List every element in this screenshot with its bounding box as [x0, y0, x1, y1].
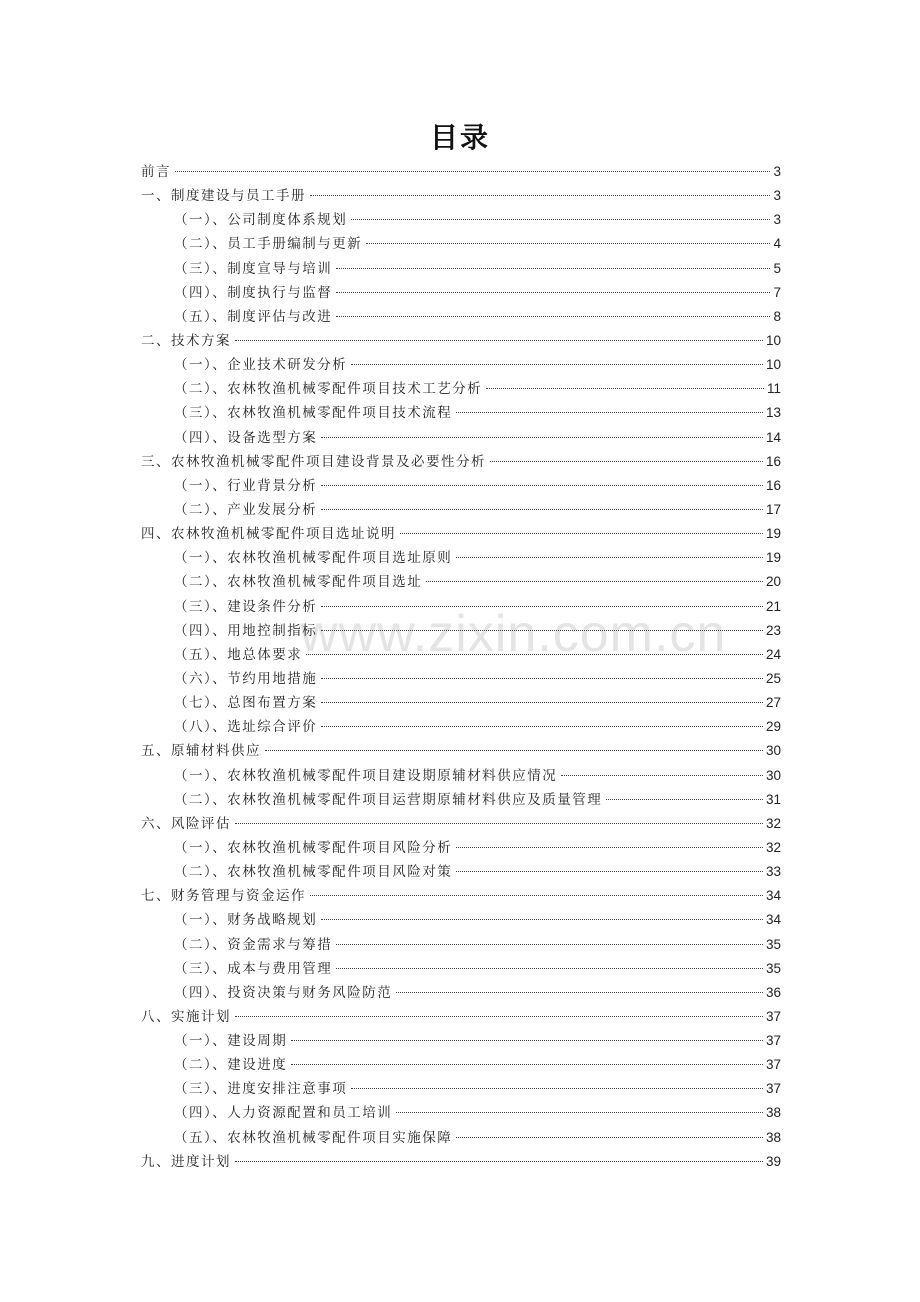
toc-entry[interactable]	[141, 450, 781, 474]
toc-entry-label: 二、技术方案	[141, 332, 231, 349]
dot-leader	[351, 1088, 763, 1089]
toc-page-number: 31	[765, 791, 781, 807]
toc-page-number: 7	[773, 284, 781, 300]
toc-page-number: 5	[773, 260, 781, 276]
toc-page-number: 34	[765, 888, 781, 904]
dot-leader	[321, 437, 763, 438]
toc-subentry[interactable]	[141, 353, 781, 377]
toc-entry-label: 五、原辅材料供应	[141, 743, 261, 760]
toc-page-number: 39	[765, 1153, 781, 1169]
toc-subentry[interactable]	[141, 788, 781, 812]
dot-leader	[306, 654, 763, 655]
toc-subentry[interactable]	[141, 281, 781, 305]
dot-leader	[426, 581, 763, 582]
toc-subentry[interactable]	[141, 426, 781, 450]
dot-leader	[456, 1137, 763, 1138]
toc-subentry[interactable]	[141, 208, 781, 232]
toc-entry-label: （二）、产业发展分析	[174, 501, 318, 518]
dot-leader	[351, 219, 770, 220]
toc-page-number: 13	[765, 405, 781, 421]
toc-page-number: 36	[765, 984, 781, 1000]
dot-leader	[265, 750, 763, 751]
toc-entry-label: （三）、制度宣导与培训	[174, 260, 333, 277]
toc-page-number: 38	[765, 1105, 781, 1121]
toc-entry-label: （二）、农林牧渔机械零配件项目运营期原辅材料供应及质量管理	[174, 791, 603, 808]
toc-entry-label: （四）、人力资源配置和员工培训	[174, 1105, 393, 1122]
toc-entry-label: （三）、农林牧渔机械零配件项目技术流程	[174, 405, 453, 422]
toc-subentry[interactable]	[141, 957, 781, 981]
toc-subentry[interactable]	[141, 836, 781, 860]
toc-entry-label: 四、农林牧渔机械零配件项目选址说明	[141, 526, 396, 543]
toc-subentry[interactable]	[141, 377, 781, 401]
toc-page-number: 32	[765, 839, 781, 855]
toc-page-number: 24	[765, 646, 781, 662]
toc-subentry[interactable]	[141, 401, 781, 425]
toc-entry-label: （三）、成本与费用管理	[174, 960, 333, 977]
toc-subentry[interactable]	[141, 1126, 781, 1150]
toc-page-number: 21	[765, 598, 781, 614]
toc-subentry[interactable]	[141, 1077, 781, 1101]
toc-page-number: 32	[765, 815, 781, 831]
dot-leader	[310, 195, 770, 196]
toc-page-number: 38	[765, 1129, 781, 1145]
toc-entry[interactable]	[141, 1150, 781, 1174]
toc-subentry[interactable]	[141, 643, 781, 667]
toc-entry-label: （一）、企业技术研发分析	[174, 357, 348, 374]
table-of-contents	[141, 160, 781, 1174]
toc-page-number: 30	[765, 743, 781, 759]
toc-entry-label: （七）、总图布置方案	[174, 695, 318, 712]
toc-subentry[interactable]	[141, 546, 781, 570]
toc-entry-label: （五）、农林牧渔机械零配件项目实施保障	[174, 1129, 453, 1146]
toc-entry[interactable]	[141, 739, 781, 763]
dot-leader	[310, 895, 763, 896]
toc-subentry[interactable]	[141, 595, 781, 619]
toc-page-number: 25	[765, 670, 781, 686]
dot-leader	[321, 919, 763, 920]
toc-page-number: 10	[765, 357, 781, 373]
toc-page-number: 34	[765, 912, 781, 928]
toc-subentry[interactable]	[141, 981, 781, 1005]
toc-page-number: 14	[765, 429, 781, 445]
toc-entry-label: （四）、设备选型方案	[174, 429, 318, 446]
dot-leader	[235, 340, 763, 341]
dot-leader	[321, 485, 763, 486]
toc-page-number: 35	[765, 936, 781, 952]
toc-subentry[interactable]	[141, 474, 781, 498]
toc-page-number: 3	[773, 212, 781, 228]
dot-leader	[321, 726, 763, 727]
toc-page-number: 19	[765, 550, 781, 566]
dot-leader	[235, 1016, 763, 1017]
dot-leader	[456, 412, 763, 413]
toc-subentry[interactable]	[141, 860, 781, 884]
dot-leader	[336, 944, 763, 945]
toc-entry-label: （二）、建设进度	[174, 1057, 288, 1074]
toc-subentry[interactable]	[141, 570, 781, 594]
dot-leader	[336, 316, 770, 317]
toc-subentry[interactable]	[141, 619, 781, 643]
toc-subentry[interactable]	[141, 908, 781, 932]
toc-page-number: 37	[765, 1033, 781, 1049]
dot-leader	[606, 799, 763, 800]
toc-page-number: 19	[765, 526, 781, 542]
dot-leader	[291, 1040, 763, 1041]
toc-page-number: 29	[765, 719, 781, 735]
toc-subentry[interactable]	[141, 933, 781, 957]
toc-entry-label: （一）、财务战略规划	[174, 912, 318, 929]
toc-page-number: 30	[765, 767, 781, 783]
dot-leader	[561, 775, 763, 776]
dot-leader	[291, 1064, 763, 1065]
dot-leader	[235, 1161, 763, 1162]
toc-entry-label: 七、财务管理与资金运作	[141, 888, 306, 905]
toc-page-number: 35	[765, 960, 781, 976]
toc-entry-label: 前言	[141, 164, 171, 180]
toc-page-number: 3	[773, 164, 781, 179]
dot-leader	[321, 702, 763, 703]
dot-leader	[456, 871, 763, 872]
dot-leader	[321, 606, 763, 607]
toc-subentry[interactable]	[141, 232, 781, 256]
toc-entry[interactable]	[141, 884, 781, 908]
toc-entry-label: （一）、农林牧渔机械零配件项目建设期原辅材料供应情况	[174, 767, 558, 784]
toc-entry-label: （五）、制度评估与改进	[174, 308, 333, 325]
toc-entry-label: （一）、建设周期	[174, 1033, 288, 1050]
dot-leader	[351, 364, 763, 365]
toc-subentry[interactable]	[141, 1053, 781, 1077]
toc-entry-label: （一）、农林牧渔机械零配件项目风险分析	[174, 839, 453, 856]
page-title: 目录	[429, 121, 490, 154]
toc-entry-label: （二）、资金需求与筹措	[174, 936, 333, 953]
toc-entry[interactable]	[141, 184, 781, 208]
dot-leader	[175, 171, 770, 172]
dot-leader	[336, 292, 770, 293]
toc-entry-label: 九、进度计划	[141, 1153, 231, 1170]
toc-page-number: 37	[765, 1057, 781, 1073]
toc-page-number: 3	[773, 188, 781, 204]
toc-entry-label: 八、实施计划	[141, 1008, 231, 1025]
toc-entry-label: （四）、投资决策与财务风险防范	[174, 984, 393, 1001]
toc-subentry[interactable]	[141, 667, 781, 691]
toc-entry-label: （四）、制度执行与监督	[174, 284, 333, 301]
toc-page-number: 27	[765, 695, 781, 711]
dot-leader	[490, 461, 763, 462]
toc-page-number: 16	[765, 477, 781, 493]
toc-subentry[interactable]	[141, 1101, 781, 1125]
toc-entry-label: 三、农林牧渔机械零配件项目建设背景及必要性分析	[141, 453, 486, 470]
toc-page-number: 20	[765, 574, 781, 590]
toc-page-number: 10	[765, 332, 781, 348]
toc-entry-label: （四）、用地控制指标	[174, 622, 318, 639]
toc-entry-label: 六、风险评估	[141, 815, 231, 832]
dot-leader	[456, 847, 763, 848]
toc-entry-label: （二）、农林牧渔机械零配件项目风险对策	[174, 864, 453, 881]
dot-leader	[321, 678, 763, 679]
toc-entry-label: （三）、进度安排注意事项	[174, 1081, 348, 1098]
toc-subentry[interactable]	[141, 305, 781, 329]
dot-leader	[396, 992, 763, 993]
toc-entry[interactable]	[141, 160, 781, 184]
toc-entry-label: （一）、行业背景分析	[174, 477, 318, 494]
toc-entry-label: （五）、地总体要求	[174, 646, 303, 663]
toc-entry-label: （一）、农林牧渔机械零配件项目选址原则	[174, 550, 453, 567]
toc-subentry[interactable]	[141, 1029, 781, 1053]
toc-entry[interactable]	[141, 522, 781, 546]
toc-page-number: 33	[765, 864, 781, 880]
dot-leader	[321, 509, 763, 510]
toc-page-number: 37	[765, 1081, 781, 1097]
toc-entry[interactable]	[141, 1005, 781, 1029]
dot-leader	[321, 630, 763, 631]
toc-entry-label: （六）、节约用地措施	[174, 670, 318, 687]
toc-entry-label: （一）、公司制度体系规划	[174, 212, 348, 229]
toc-page-number: 8	[773, 308, 781, 324]
toc-subentry[interactable]	[141, 691, 781, 715]
watermark-text: www.zixin.com.cn	[300, 605, 727, 663]
toc-page-number: 17	[765, 501, 781, 517]
toc-page-number: 16	[765, 453, 781, 469]
toc-subentry[interactable]	[141, 764, 781, 788]
toc-entry-label: （二）、农林牧渔机械零配件项目选址	[174, 574, 423, 591]
dot-leader	[336, 968, 763, 969]
toc-page-number: 23	[765, 622, 781, 638]
dot-leader	[456, 557, 763, 558]
dot-leader	[396, 1112, 763, 1113]
toc-entry-label: （八）、选址综合评价	[174, 719, 318, 736]
dot-leader	[486, 388, 764, 389]
toc-page-number: 4	[773, 236, 781, 252]
toc-subentry[interactable]	[141, 715, 781, 739]
toc-page-number: 37	[765, 1008, 781, 1024]
toc-entry-label: 一、制度建设与员工手册	[141, 188, 306, 205]
dot-leader	[235, 823, 763, 824]
toc-subentry[interactable]	[141, 257, 781, 281]
toc-entry-label: （二）、员工手册编制与更新	[174, 236, 363, 253]
dot-leader	[336, 268, 770, 269]
toc-entry[interactable]	[141, 812, 781, 836]
toc-page-number: 11	[766, 381, 781, 397]
toc-entry[interactable]	[141, 329, 781, 353]
toc-subentry[interactable]	[141, 498, 781, 522]
toc-entry-label: （二）、农林牧渔机械零配件项目技术工艺分析	[174, 381, 483, 398]
dot-leader	[366, 243, 770, 244]
dot-leader	[400, 533, 763, 534]
toc-entry-label: （三）、建设条件分析	[174, 598, 318, 615]
